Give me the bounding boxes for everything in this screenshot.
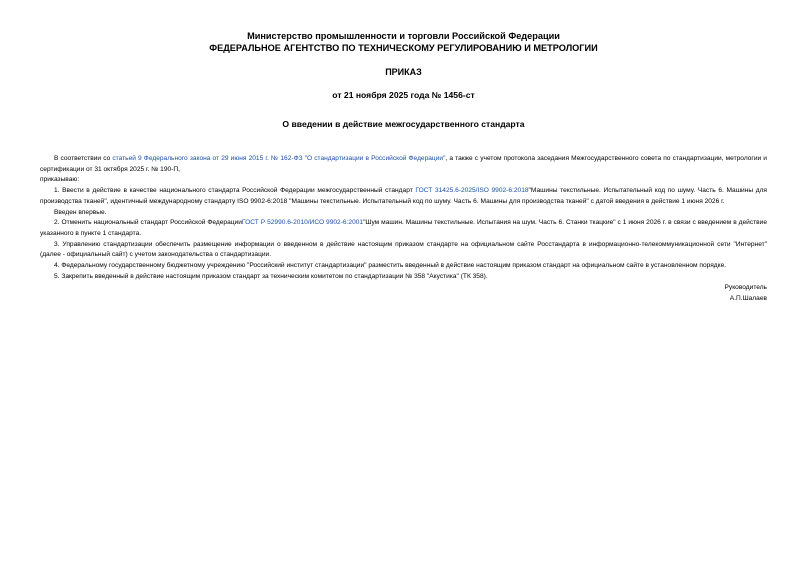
intro-text-start: В соответствии со — [54, 155, 113, 162]
item-2-text-start: 2. Отменить национальный стандарт Российской Федерации — [54, 219, 242, 227]
signature-block — [40, 283, 767, 304]
signatory-name: А.П.Шалаев — [729, 295, 767, 303]
order-title: ПРИКАЗ — [385, 67, 422, 77]
item-3-paragraph: 3. Управлению стандартизации обеспечить размещение информации о введенном в действие настоящим приказом стандарте на официальном сайте Росстандарта в информационно-телекоммуникационной сети "Интернет" (далее - официальный сайт) с учетом законодательства о стандартизации. — [40, 240, 767, 259]
item-5-paragraph: 5. Закрепить введенный в действие настоящим приказом стандарт за техническим комитетом по стандартизации № 358 "Акустика" (ТК 358). — [54, 272, 488, 280]
item-2-text-end: "Шум машин. Машины текстильные. Испытания на шум. Часть 6. Станки ткацкие" с 1 июня 2026 г. в связи с введением в действие указанного в пункте 1 стандарта. — [40, 219, 767, 237]
item-1-paragraph — [40, 186, 767, 207]
agency-name: ФЕДЕРАЛЬНОЕ АГЕНТСТВО ПО ТЕХНИЧЕСКОМУ РЕГУЛИРОВАНИЮ И МЕТРОЛОГИИ — [209, 43, 598, 53]
federal-law-link[interactable]: статьей 9 Федерального закона от 29 июня 2015 г. № 162-ФЗ "О стандартизации в Российской Федерации" — [112, 155, 446, 162]
item-1-text-start: 1. Ввести в действие в качестве национального стандарта Российской Федерации межгосударственный стандарт — [54, 187, 416, 195]
orders-label: приказываю: — [40, 176, 80, 184]
document-header — [40, 30, 767, 54]
order-date-number: от 21 ноября 2025 года № 1456-ст — [332, 90, 475, 100]
signatory-position: Руководитель — [724, 284, 767, 292]
gost-r-52990-link[interactable]: ГОСТ Р 52990.6-2010/ИСО 9902-6:2001 — [241, 219, 364, 227]
intro-text-end: , а также с учетом протокола заседания Межгосударственного совета по стандартизации, метрологии и сертификации от 31 октября 2025 г. № 190-П, — [40, 155, 767, 173]
gost-31425-link[interactable]: ГОСТ 31425.6-2025/ISO 9902-6:2018 — [415, 187, 529, 195]
item-1-text-end: "Машины текстильные. Испытательный код по шуму. Часть 6. Машины для производства тканей", идентичный международному стандарту ISO 9902-6:2018 "Машины текстильные. Испытательный код по шуму. Часть 6. Машины для производства тканей" с датой введения в действие 1 июня 2026 г. — [40, 187, 767, 205]
introduced-first-note: Введен впервые. — [54, 208, 107, 216]
item-2-paragraph — [40, 218, 767, 239]
intro-paragraph — [40, 154, 767, 175]
order-subject: О введении в действие межгосударственного стандарта — [282, 119, 525, 129]
item-4-paragraph: 4. Федеральному государственному бюджетному учреждению "Российский институт стандартизации" разместить введенный в действие настоящим приказом стандарт на официальном сайте в установленном порядке. — [54, 262, 727, 270]
ministry-name: Министерство промышленности и торговли Российской Федерации — [247, 31, 560, 41]
document-body — [40, 154, 767, 305]
